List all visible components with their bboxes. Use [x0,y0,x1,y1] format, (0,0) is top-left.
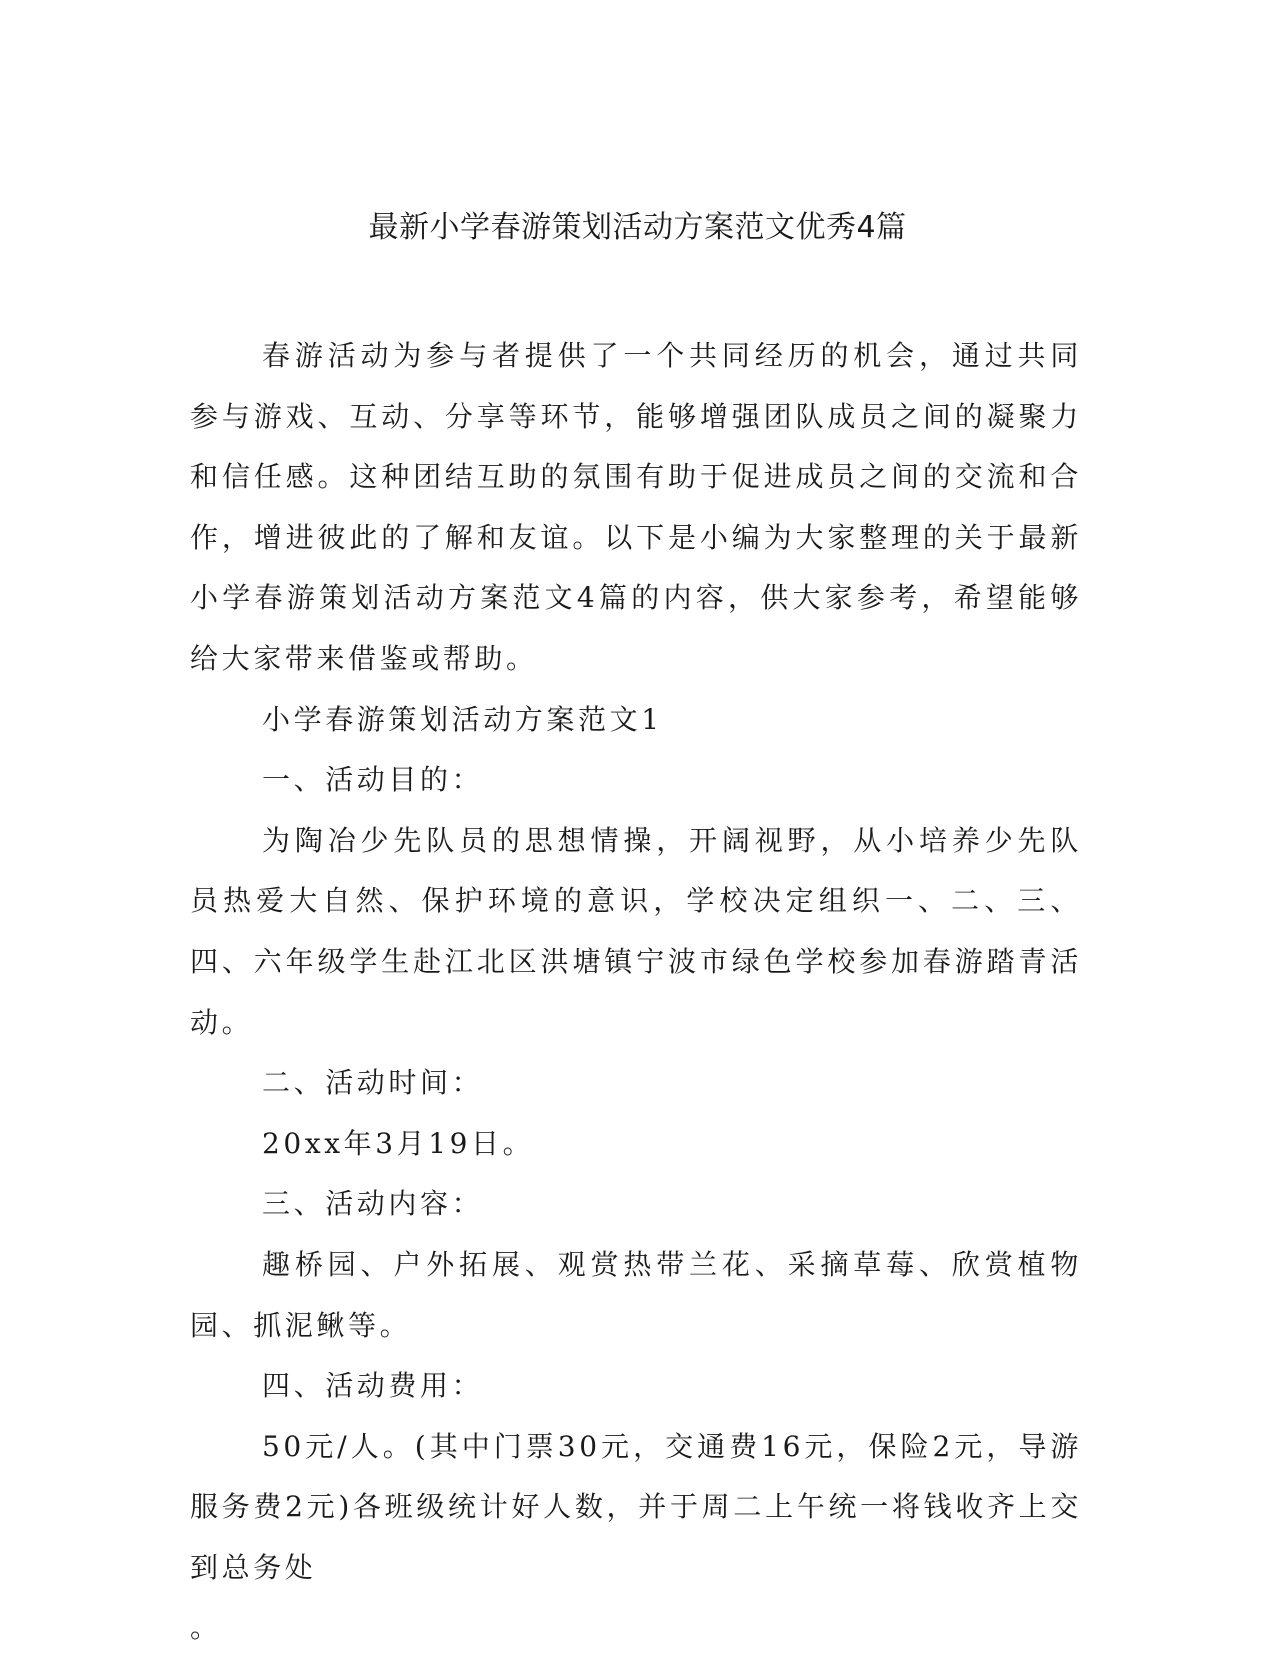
purpose-paragraph: 为陶冶少先队员的思想情操，开阔视野，从小培养少先队员热爱大自然、保护环境的意识，学校决定组织一、二、三、四、六年级学生赴江北区洪塘镇宁波市绿色学校参加春游踏青活动。 [190,823,1082,1039]
fee-paragraph: 50元/人。(其中门票30元，交通费16元，保险2元，导游服务费2元)各班级统计好人数，并于周二上午统一将钱收齐上交到总务处 [190,1429,1082,1584]
time-paragraph: 20xx年3月19日。 [262,1126,535,1160]
subheading-content: 三、活动内容： [262,1187,484,1221]
subheading-purpose: 一、活动目的： [262,763,484,797]
intro-paragraph: 春游活动为参与者提供了一个共同经历的机会，通过共同参与游戏、互动、分享等环节，能够增强团队成员之间的凝聚力和信任感。这种团结互助的氛围有助于促进成员之间的交流和合作，增进彼此的了解和友谊。以下是小编为大家整理的关于最新小学春游策划活动方案范文4篇的内容，供大家参考，希望能够给大家带来借鉴或帮助。 [190,339,1082,675]
section-heading: 小学春游策划活动方案范文1 [262,702,663,736]
content-paragraph: 趣桥园、户外拓展、观赏热带兰花、采摘草莓、欣赏植物园、抓泥鳅等。 [190,1247,1082,1342]
subheading-fee: 四、活动费用： [262,1369,484,1403]
document-body [190,326,1082,1659]
subheading-time: 二、活动时间： [262,1066,484,1100]
document-title: 最新小学春游策划活动方案范文优秀4篇 [368,210,907,245]
fee-paragraph-end: 。 [190,1611,222,1645]
